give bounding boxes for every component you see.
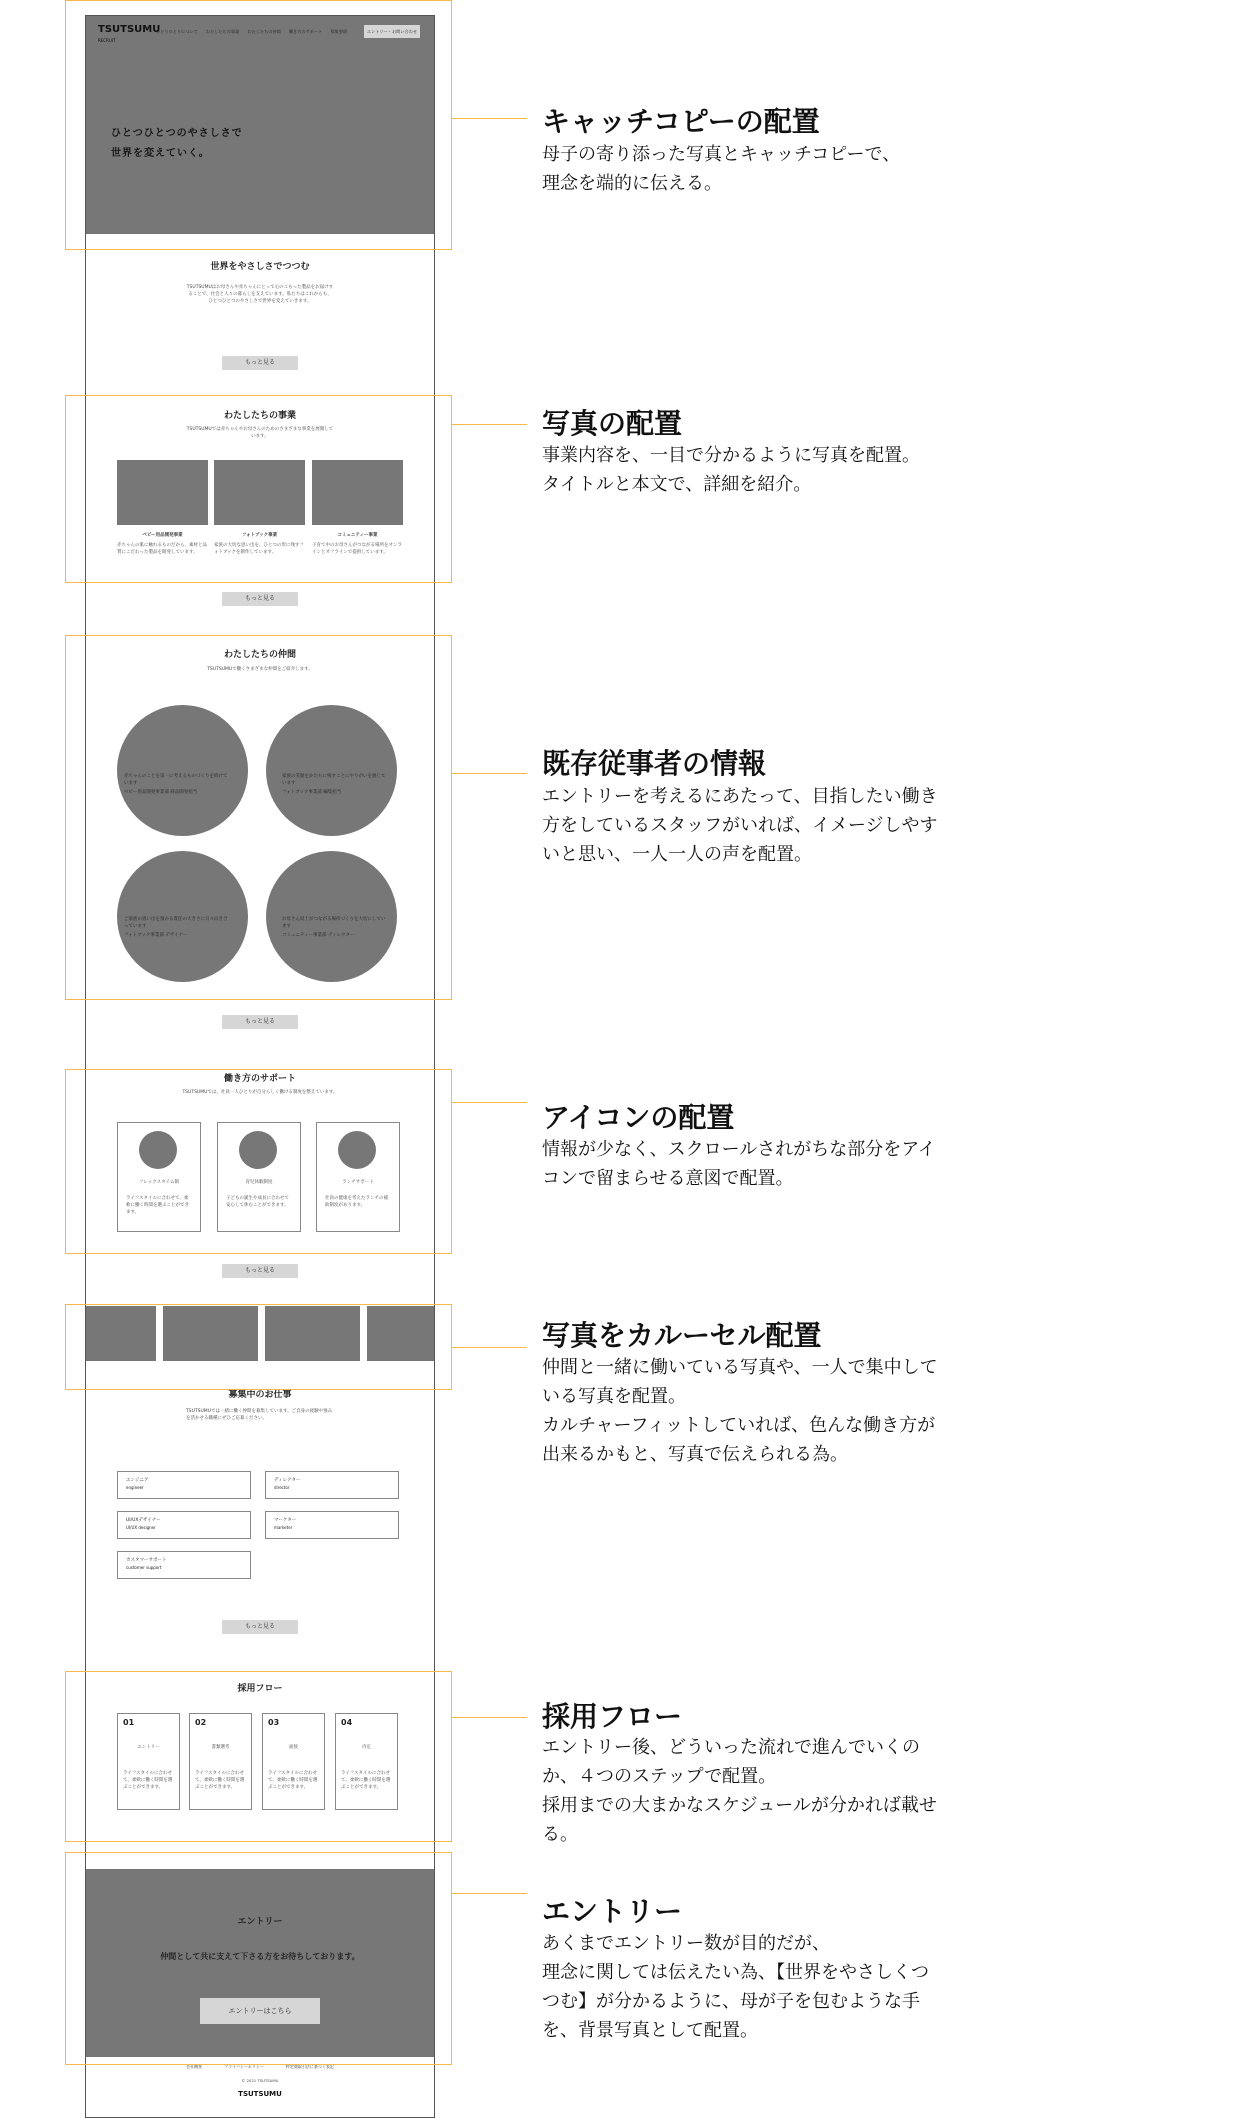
business-title: ベビー用品開発事業 bbox=[142, 533, 183, 538]
flow-text: ライフスタイルに合わせて、柔軟に働く時間を選ぶことができます。 bbox=[123, 1771, 173, 1790]
job-title: UI/UXデザイナー bbox=[126, 1518, 161, 1523]
job-title: カスタマーサポート bbox=[126, 1558, 167, 1563]
job-title: エンジニア bbox=[126, 1478, 149, 1483]
nav-item[interactable]: ひとりひとりについて bbox=[156, 29, 198, 34]
job-title: ディレクター bbox=[274, 1478, 301, 1483]
section-title: わたしたちの仲間 bbox=[223, 650, 296, 660]
section-text: TSUTSUMUでは、社員一人ひとりが自分らしく働ける制度を整えています。 bbox=[182, 1090, 338, 1095]
flow-title: 内定 bbox=[362, 1745, 371, 1750]
flow-title: 書類選考 bbox=[211, 1745, 230, 1750]
nav-item[interactable]: わたしたちの仲間 bbox=[247, 29, 281, 34]
job-title-en: customer support bbox=[126, 1565, 162, 1570]
more-button[interactable]: もっと見る bbox=[222, 1264, 298, 1278]
job-card[interactable] bbox=[117, 1471, 251, 1499]
job-title-en: marketer bbox=[274, 1525, 293, 1530]
logo-sub: RECRUIT bbox=[98, 38, 116, 43]
job-title: マーケター bbox=[274, 1518, 297, 1523]
section-text: TSUTSUMUはお母さんや赤ちゃんにとって心のこもった製品をお届けすることで、社会と人々の暮らしを支えています。私たちはこれからも、ひとつひとつのやさしさで世界を変えていきます。 bbox=[186, 285, 334, 304]
job-title-en: director bbox=[274, 1485, 290, 1490]
annotation-title: 採用フロー bbox=[542, 1700, 683, 1733]
section-title: 募集中のお仕事 bbox=[228, 1390, 292, 1400]
more-button[interactable]: もっと見る bbox=[222, 1015, 298, 1029]
highlight-frame-flow bbox=[65, 1671, 452, 1842]
annotation-body: エントリーを考えるにあたって、目指したい働き 方をしているスタッフがいれば、イメージしやす いと思い、一人一人の声を配置。 bbox=[542, 786, 938, 865]
more-button[interactable]: もっと見る bbox=[222, 592, 298, 606]
highlight-frame-hero bbox=[65, 0, 452, 250]
connector-line bbox=[452, 773, 527, 774]
entry-copy: 仲間として共に支えて下さる方をお待ちしております。 bbox=[160, 1952, 360, 1961]
copyright: © 2021 TSUTSUMU bbox=[241, 2078, 279, 2083]
annotation-body: あくまでエントリー数が目的だが、 理念に関しては伝えたい為、【世界をやさしくつ つむ】が分かるように、母が子を包むような手 を、背景写真として配置。 bbox=[542, 1933, 929, 2041]
section-title: わたしたちの事業 bbox=[223, 411, 296, 421]
section-title: 世界をやさしさでつつむ bbox=[210, 262, 310, 272]
annotation-title: アイコンの配置 bbox=[542, 1101, 735, 1134]
connector-line bbox=[452, 1717, 527, 1718]
job-title-en: UI/UX designer bbox=[126, 1525, 156, 1530]
support-text: ライフスタイルに合わせて、柔軟に働く時間を選ぶことができます。 bbox=[126, 1196, 189, 1215]
footer-link[interactable]: プライバシーポリシー bbox=[224, 2064, 264, 2069]
annotation-body: 事業内容を、一目で分かるように写真を配置。 タイトルと本文で、詳細を紹介。 bbox=[542, 445, 920, 495]
footer-logo[interactable]: TSUTSUMU bbox=[238, 2090, 282, 2098]
job-card[interactable] bbox=[117, 1511, 251, 1539]
highlight-frame-business bbox=[65, 395, 452, 583]
nav-item[interactable]: 働き方のサポート bbox=[288, 29, 323, 34]
section-title: 採用フロー bbox=[237, 1684, 283, 1694]
annotation-title: 写真の配置 bbox=[542, 407, 683, 440]
flow-number: 04 bbox=[341, 1718, 353, 1727]
connector-line bbox=[452, 1893, 527, 1894]
annotation-body: 仲間と一緒に働いている写真や、一人で集中して いる写真を配置。 カルチャーフィットしていれば、色んな働き方が 出来るかもと、写真で伝えられる為。 bbox=[542, 1357, 938, 1465]
support-text: 社員の健康を考えたランチの補助制度があります。 bbox=[325, 1196, 388, 1208]
more-button[interactable]: もっと見る bbox=[222, 1620, 298, 1634]
job-card[interactable] bbox=[117, 1551, 251, 1579]
flow-title: エントリー bbox=[137, 1745, 160, 1750]
support-text: 子どもの誕生や成長に合わせて安心して休むことができます。 bbox=[226, 1196, 289, 1208]
business-text: 子育て中のお母さんがつながる場所をオンラインとオフラインで提供しています。 bbox=[312, 543, 402, 555]
section-text: TSUTSUMUでは一緒に働く仲間を募集しています。ご自身の経験や強みを活かせる職種にぜひご応募ください。 bbox=[186, 1409, 333, 1421]
footer-link[interactable]: 会社概要 bbox=[186, 2064, 203, 2069]
business-text: 赤ちゃんの肌に触れるものだから、素材と品質にこだわった製品を開発しています。 bbox=[117, 543, 207, 555]
section-title: 働き方のサポート bbox=[223, 1074, 296, 1084]
annotation-body: 情報が少なく、スクロールされがちな部分をアイ コンで留まらせる意図で配置。 bbox=[542, 1139, 936, 1189]
section-text: TSUTSUMUでは赤ちゃんやお母さんのためのさまざまな事業を展開しています。 bbox=[186, 427, 334, 439]
annotation-body: エントリー後、どういった流れで進んでいくの か、４つのステップで配置。 採用までの大まかなスケジュールが分かれば載せ る。 bbox=[542, 1737, 937, 1845]
connector-line bbox=[452, 118, 527, 119]
annotation-title: エントリー bbox=[542, 1895, 683, 1928]
highlight-frame-support bbox=[65, 1069, 452, 1254]
member-name: ベビー用品開発事業部 商品開発担当 bbox=[124, 790, 198, 795]
business-title: コミュニティー事業 bbox=[337, 533, 378, 538]
entry-button[interactable]: エントリーはこちら bbox=[200, 1998, 320, 2024]
member-name: コミュニティー事業部 ディレクター bbox=[282, 933, 355, 938]
highlight-frame-entry bbox=[65, 1852, 452, 2065]
nav-item[interactable]: 募集要項 bbox=[330, 29, 348, 34]
hero-copy-line: ひとつひとつのやさしさで bbox=[111, 128, 243, 139]
nav-item[interactable]: わたしたちの事業 bbox=[205, 29, 240, 34]
footer-link[interactable]: 特定商取引法に基づく表記 bbox=[285, 2064, 334, 2069]
flow-number: 01 bbox=[123, 1718, 135, 1727]
connector-line bbox=[452, 1102, 527, 1103]
entry-title: エントリー bbox=[237, 1917, 283, 1927]
annotation-title: 既存従事者の情報 bbox=[542, 747, 767, 780]
member-quote: ご家族の思い出を預かる責任の大きさに日々向き合っています bbox=[124, 917, 228, 929]
nav-entry-button[interactable]: エントリー・お問い合わせ bbox=[364, 25, 420, 38]
member-quote: 赤ちゃんのことを第一に考えるものづくりを続けています bbox=[124, 774, 228, 786]
job-title-en: engineer bbox=[126, 1485, 144, 1490]
support-title: 育児休暇制度 bbox=[245, 1180, 273, 1185]
flow-text: ライフスタイルに合わせて、柔軟に働く時間を選ぶことができます。 bbox=[268, 1771, 318, 1790]
annotation-body: 母子の寄り添った写真とキャッチコピーで、 理念を端的に伝える。 bbox=[542, 144, 901, 194]
flow-number: 02 bbox=[195, 1718, 207, 1727]
support-title: ランチサポート bbox=[342, 1180, 374, 1185]
job-card[interactable] bbox=[265, 1471, 399, 1499]
connector-line bbox=[452, 424, 527, 425]
flow-number: 03 bbox=[268, 1718, 280, 1727]
annotation-title: 写真をカルーセル配置 bbox=[542, 1319, 822, 1352]
member-quote: 家族の笑顔をかたちに残すことにやりがいを感じています bbox=[282, 774, 386, 786]
member-name: フォトブック事業部 デザイナー bbox=[124, 933, 188, 938]
highlight-frame-members bbox=[65, 635, 452, 1000]
job-card[interactable] bbox=[265, 1511, 399, 1539]
support-title: フレックスタイム制 bbox=[138, 1180, 180, 1185]
annotation-title: キャッチコピーの配置 bbox=[542, 105, 820, 138]
connector-line bbox=[452, 1347, 527, 1348]
member-quote: お母さん同士がつながる場所づくりを大切にしています bbox=[282, 917, 386, 929]
hero-copy-line: 世界を変えていく。 bbox=[111, 148, 210, 159]
flow-text: ライフスタイルに合わせて、柔軟に働く時間を選ぶことができます。 bbox=[195, 1771, 245, 1790]
business-title: フォトブック事業 bbox=[241, 533, 278, 538]
business-text: 家族の大切な思い出を、ひとつの形に残すフォトブックを制作しています。 bbox=[214, 543, 304, 555]
flow-text: ライフスタイルに合わせて、柔軟に働く時間を選ぶことができます。 bbox=[341, 1771, 391, 1790]
highlight-frame-carousel bbox=[65, 1304, 452, 1390]
logo[interactable]: TSUTSUMU bbox=[98, 24, 161, 35]
section-text: TSUTSUMUで働くさまざまな仲間をご紹介します。 bbox=[207, 667, 313, 672]
flow-title: 面接 bbox=[289, 1745, 298, 1750]
member-name: フォトブック事業部 編集担当 bbox=[282, 790, 342, 795]
more-button[interactable]: もっと見る bbox=[222, 356, 298, 370]
